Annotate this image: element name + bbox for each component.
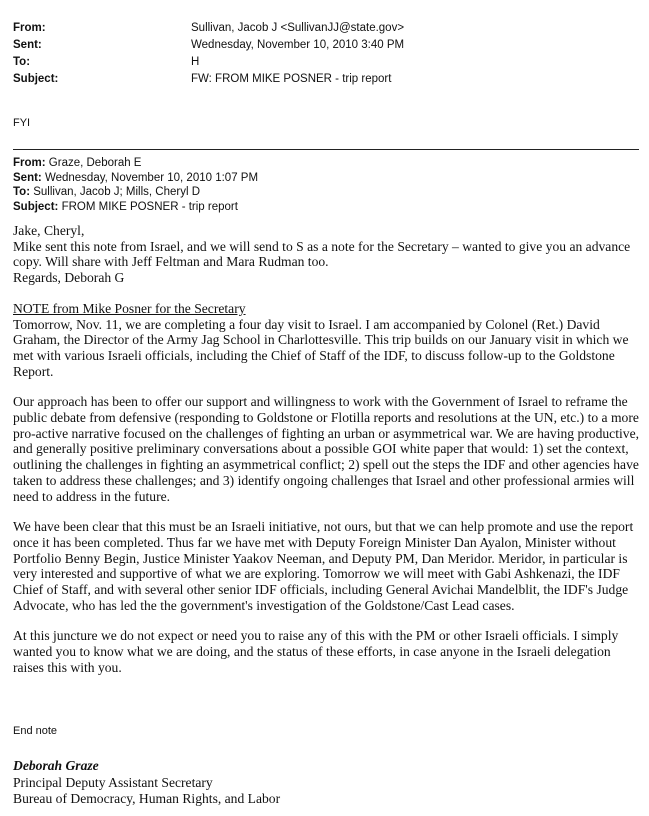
header-subject-row xyxy=(13,71,633,88)
note-title: NOTE from Mike Posner for the Secretary xyxy=(13,300,246,316)
forwarded-header xyxy=(13,156,258,214)
forwarded-from-label: From: xyxy=(13,157,46,169)
regards-line: Regards, Deborah G xyxy=(13,270,125,286)
forward-divider xyxy=(13,149,639,150)
signature-bureau: Bureau of Democracy, Human Rights, and Labor xyxy=(13,791,281,806)
forwarded-sent-label: Sent: xyxy=(13,171,42,184)
email-body xyxy=(13,223,639,676)
header-sent-value: Wednesday, November 10, 2010 3:40 PM xyxy=(191,39,405,51)
header-to-row xyxy=(13,54,633,71)
header-to-label: To: xyxy=(13,56,31,68)
forwarded-sent-value: Wednesday, November 10, 2010 1:07 PM xyxy=(44,171,259,184)
header-sent-label: Sent: xyxy=(13,39,42,51)
forwarded-to-label: To: xyxy=(13,186,31,199)
paragraph-1: Tomorrow, Nov. 11, we are completing a four day visit to Israel. I am accompanied by Colonel (Ret.) David Graham, the Director of the Army Jag School in Charlottesville. This trip builds on our January visit in which we met with various Israeli officials, including the Chief of Staff of the IDF, to discuss follow-up to the Goldstone Report. xyxy=(13,316,629,379)
header-subject-label: Subject: xyxy=(13,73,59,85)
signature-name: Deborah Graze xyxy=(13,758,99,773)
forwarded-from-value: Graze, Deborah E xyxy=(48,157,142,169)
header-to-value: H xyxy=(191,56,200,68)
header-sent-row xyxy=(13,37,633,54)
paragraph-2: Our approach has been to offer our support and willingness to work with the Government of Israel to reframe the public debate from defensive (responding to Goldstone or Flotilla reports and resolutions at the UN, etc.) to a more pro-active narrative focused on the challenges of fighting an urban or asymmetrical war. We are having productive, and generally positive preliminary conversations about a possible GOI white paper that would: 1) set the context, outlining the challenges in fighting an asymmetrical conflict; 2) spell out the steps the IDF and other agencies have taken to address these challenges; and 3) identify ongoing challenges that Israel and other professional armies will need to address in the future. xyxy=(13,394,639,504)
header-from-value: Sullivan, Jacob J <SullivanJJ@state.gov> xyxy=(191,22,405,34)
forwarded-sent-row xyxy=(13,171,258,186)
forwarded-from-row xyxy=(13,156,258,171)
header-from-row xyxy=(13,20,633,37)
forwarded-subject-row xyxy=(13,200,258,215)
greeting: Jake, Cheryl, xyxy=(13,223,85,238)
signature-title: Principal Deputy Assistant Secretary xyxy=(13,774,213,790)
forwarded-subject-value: FROM MIKE POSNER - trip report xyxy=(61,200,238,213)
signature-block xyxy=(13,758,280,808)
intro-paragraph: Mike sent this note from Israel, and we will send to S as a note for the Secretary – wanted to give you an advance copy. Will share with Jeff Feltman and Mara Rudman too. xyxy=(13,238,631,270)
email-header xyxy=(13,20,633,88)
forwarded-to-row xyxy=(13,185,258,200)
paragraph-3: We have been clear that this must be an Israeli initiative, not ours, but that we can help promote and use the report once it has been completed. Thus far we have met with Deputy Foreign Minister Dan Ayalon, Minister without Portfolio Benny Begin, Justice Minister Yaakov Neeman, and Deputy PM, Dan Meridor. Meridor, in particular is very interested and supportive of what we are exploring. Tomorrow we will meet with Gabi Ashkenazi, the IDF Chief of Staff, and with several other senior IDF officials, including General Avichai Mandelblit, the IDF's Judge Advocate, who has led the the government's investigation of the Goldstone/Cast Lead cases. xyxy=(13,519,634,613)
header-subject-value: FW: FROM MIKE POSNER - trip report xyxy=(191,73,392,85)
forwarded-to-value: Sullivan, Jacob J; Mills, Cheryl D xyxy=(33,186,201,199)
fyi-text: FYI xyxy=(13,117,31,129)
end-note: End note xyxy=(13,725,58,737)
paragraph-4: At this juncture we do not expect or need you to raise any of this with the PM or other Israeli officials. I simply wanted you to know what we are doing, and the status of these efforts, in case anyone in the Israeli delegation raises this with you. xyxy=(13,628,619,675)
forwarded-subject-label: Subject: xyxy=(13,200,59,213)
header-from-label: From: xyxy=(13,22,46,34)
